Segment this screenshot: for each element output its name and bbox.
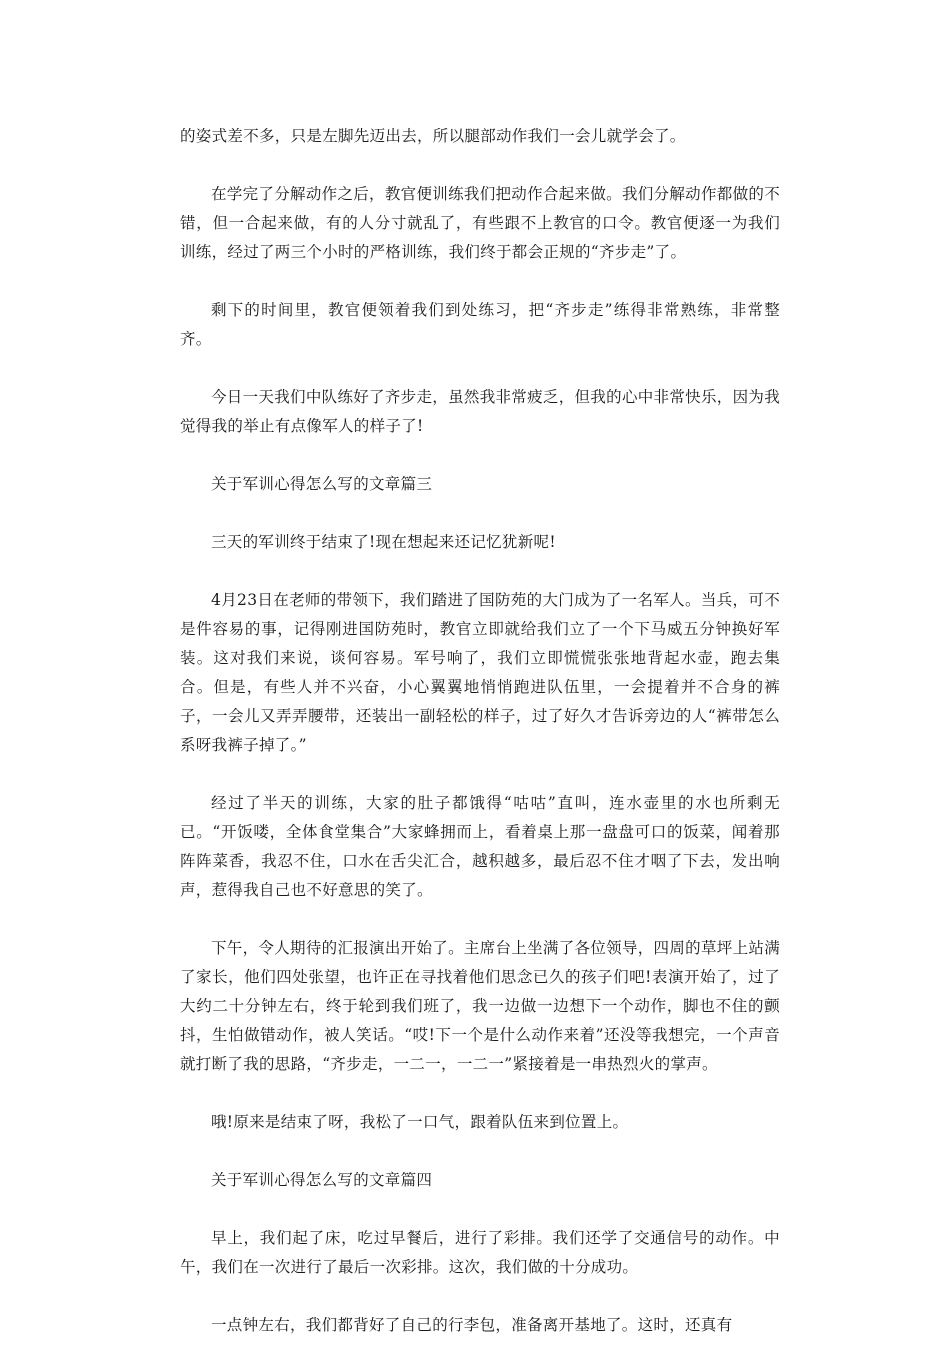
paragraph: 经过了半天的训练，大家的肚子都饿得“咕咕”直叫，连水壶里的水也所剩无已。“开饭喽，全体食堂集合”大家蜂拥而上，看着桌上那一盘盘可口的饭菜，闻着那阵阵菜香，我忍不住，口水在舌尖汇合，越积越多，最后忍不住才咽了下去，发出响声，惹得我自己也不好意思的笑了。 bbox=[180, 794, 780, 899]
section-heading: 关于军训心得怎么写的文章篇三 bbox=[211, 475, 433, 493]
paragraph: 4月23日在老师的带领下，我们踏进了国防苑的大门成为了一名军人。当兵，可不是件容易的事，记得刚进国防苑时，教官立即就给我们立了一个下马威五分钟换好军装。这对我们来说，谈何容易。军号响了，我们立即慌慌张张地背起水壶，跑去集合。但是，有些人并不兴奋，小心翼翼地悄悄跑进队伍里，一会提着并不合身的裤子，一会儿又弄弄腰带，还装出一副轻松的样子，过了好久才告诉旁边的人“裤带怎么系呀我裤子掉了。” bbox=[180, 591, 780, 754]
paragraph: 今日一天我们中队练好了齐步走，虽然我非常疲乏，但我的心中非常快乐，因为我觉得我的举止有点像军人的样子了! bbox=[180, 388, 780, 435]
paragraph: 哦!原来是结束了呀，我松了一口气，跟着队伍来到位置上。 bbox=[211, 1113, 629, 1131]
paragraph: 下午，令人期待的汇报演出开始了。主席台上坐满了各位领导，四周的草坪上站满了家长，他们四处张望，也许正在寻找着他们思念已久的孩子们吧!表演开始了，过了大约二十分钟左右，终于轮到我们班了，我一边做一边想下一个动作，脚也不住的颤抖，生怕做错动作，被人笑话。“哎!下一个是什么动作来着”还没等我想完，一个声音就打断了我的思路，“齐步走，一二一，一二一”紧接着是一串热烈火的掌声。 bbox=[180, 939, 780, 1073]
paragraph: 剩下的时间里，教官便领着我们到处练习，把“齐步走”练得非常熟练，非常整齐。 bbox=[180, 301, 780, 348]
article-body bbox=[180, 122, 780, 1369]
paragraph: 早上，我们起了床，吃过早餐后，进行了彩排。我们还学了交通信号的动作。中午，我们在一次进行了最后一次彩排。这次，我们做的十分成功。 bbox=[180, 1229, 780, 1276]
paragraph-continued: 的姿式差不多，只是左脚先迈出去，所以腿部动作我们一会儿就学会了。 bbox=[180, 127, 686, 145]
section-heading: 关于军训心得怎么写的文章篇四 bbox=[211, 1171, 433, 1189]
paragraph: 在学完了分解动作之后，教官便训练我们把动作合起来做。我们分解动作都做的不错，但一合起来做，有的人分寸就乱了，有些跟不上教官的口令。教官便逐一为我们训练，经过了两三个小时的严格训练，我们终于都会正规的“齐步走”了。 bbox=[180, 185, 780, 261]
paragraph: 一点钟左右，我们都背好了自己的行李包，准备离开基地了。这时，还真有 bbox=[211, 1316, 733, 1334]
paragraph: 三天的军训终于结束了!现在想起来还记忆犹新呢! bbox=[211, 533, 556, 551]
